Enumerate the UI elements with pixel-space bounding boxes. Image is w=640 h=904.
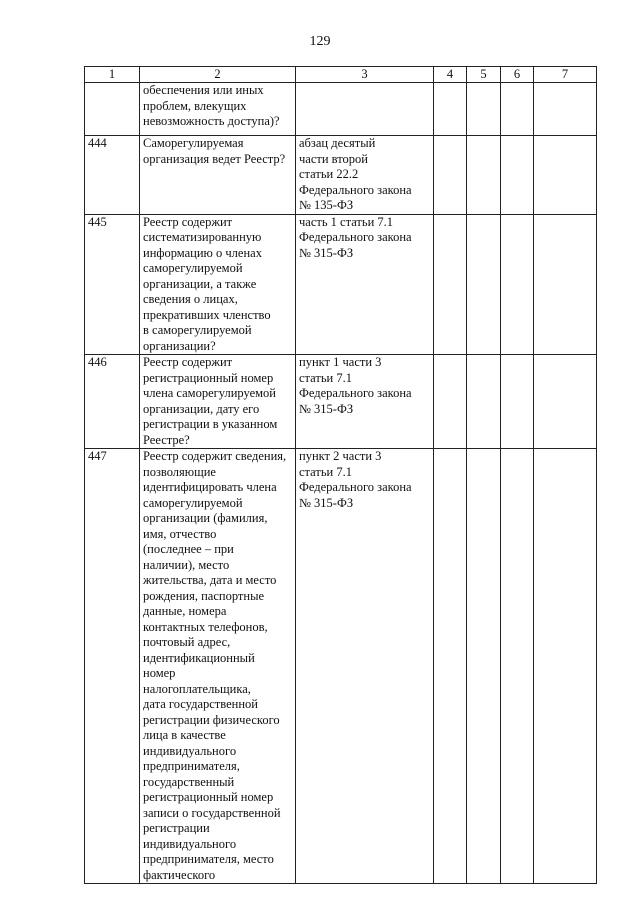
question-cell [140,83,296,136]
page-number: 129 [309,34,331,49]
question-cell [140,355,296,449]
not-applicable-cell [501,136,534,215]
question-line: жительства, дата и место [143,573,277,587]
question-line: регистрации физического [143,712,280,727]
reference-line: абзац десятый [299,136,376,150]
question-line: регистрационный номер [143,370,274,385]
legal-reference-cell [296,214,434,355]
legal-reference-cell [296,83,434,136]
question-line: контактных телефонов, [143,619,268,634]
answer-yes-cell [434,355,467,449]
table-row [85,83,597,136]
reference-line: статьи 7.1 [299,370,352,385]
question-line: Реестр содержит [143,355,233,369]
column-header: 6 [501,67,534,83]
question-line: невозможность доступа)? [143,114,280,128]
question-line: номер [143,666,176,680]
question-line: предпринимателя, место [143,852,274,866]
reference-line: часть 1 статьи 7.1 [299,214,394,229]
column-header: 2 [140,67,296,83]
not-applicable-cell [501,449,534,884]
answer-yes-cell [434,449,467,884]
question-line: (последнее – при [143,542,234,556]
question-line: Реестре? [143,432,190,447]
question-line: фактического [143,867,216,882]
reference-line: Федерального закона [299,386,412,400]
not-applicable-cell [501,214,534,355]
question-line: государственный [143,774,235,789]
question-cell [140,136,296,215]
question-line: почтовый адрес, [143,635,231,649]
not-applicable-cell [501,355,534,449]
reference-line: Федерального закона [299,182,412,197]
answer-yes-cell [434,136,467,215]
column-header: 5 [467,67,501,83]
question-line: Реестр содержит сведения, [143,449,287,463]
note-cell [534,214,597,355]
note-cell [534,449,597,884]
answer-no-cell [467,355,501,449]
legal-reference-cell [296,449,434,884]
answer-yes-cell [434,83,467,136]
question-line: Реестр содержит [143,214,233,229]
question-line: лица в качестве [143,728,226,742]
question-line: позволяющие [143,464,216,479]
reference-line: статьи 7.1 [299,464,352,479]
question-line: обеспечения или иных [143,83,264,97]
reference-line: № 315-ФЗ [299,495,354,510]
note-cell [534,83,597,136]
checklist-table [84,66,597,884]
row-number [85,83,140,136]
column-header: 3 [296,67,434,83]
note-cell [534,136,597,215]
answer-yes-cell [434,214,467,355]
answer-no-cell [467,449,501,884]
reference-line: № 315-ФЗ [299,245,354,260]
row-number: 444 [85,136,140,215]
table-row [85,136,597,215]
column-header: 4 [434,67,467,83]
answer-no-cell [467,214,501,355]
reference-line: Федерального закона [299,230,412,244]
row-number: 447 [85,449,140,884]
legal-reference-cell [296,355,434,449]
table-row [85,449,597,884]
row-number: 446 [85,355,140,449]
column-header: 1 [85,67,140,83]
question-line: индивидуального [143,743,237,758]
column-header: 7 [534,67,597,83]
question-line: члена саморегулируемой [143,386,276,400]
question-line: систематизированную [143,230,262,244]
question-line: наличии), место [143,557,230,572]
question-line: организации? [143,338,216,353]
reference-line: пункт 2 части 3 [299,449,382,463]
question-line: сведения о лицах, [143,292,238,306]
question-line: индивидуального [143,836,237,851]
question-line: налогоплательщика, [143,681,251,696]
reference-line: статьи 22.2 [299,167,359,181]
question-line: идентифицировать члена [143,480,277,494]
answer-no-cell [467,83,501,136]
question-line: Саморегулируемая [143,136,244,150]
reference-line: № 315-ФЗ [299,401,354,416]
question-line: регистрации в указанном [143,417,278,431]
question-line: информацию о членах [143,245,262,260]
question-line: саморегулируемой [143,495,243,510]
table-row [85,214,597,355]
question-line: организации (фамилия, [143,511,268,525]
answer-no-cell [467,136,501,215]
question-line: идентификационный [143,650,255,665]
row-number: 445 [85,214,140,355]
question-line: организация ведет Реестр? [143,151,286,166]
question-cell [140,449,296,884]
question-line: регистрации [143,821,210,835]
reference-line: части второй [299,151,368,166]
question-line: саморегулируемой [143,261,243,275]
question-line: рождения, паспортные [143,588,265,603]
not-applicable-cell [501,83,534,136]
table-body [85,83,597,884]
reference-line: № 135-ФЗ [299,198,354,212]
question-cell [140,214,296,355]
question-line: регистрационный номер [143,790,274,804]
question-line: предпринимателя, [143,759,240,773]
table-row [85,355,597,449]
legal-reference-cell [296,136,434,215]
question-line: проблем, влекущих [143,98,247,113]
question-line: прекративших членство [143,307,271,322]
question-line: записи о государственной [143,805,281,820]
reference-line: пункт 1 части 3 [299,355,382,369]
question-line: в саморегулируемой [143,323,252,337]
table-header-row [85,67,597,83]
reference-line: Федерального закона [299,480,412,494]
question-line: организации, дату его [143,401,260,416]
note-cell [534,355,597,449]
question-line: дата государственной [143,697,258,711]
question-line: имя, отчество [143,526,217,541]
question-line: организации, а также [143,276,257,291]
question-line: данные, номера [143,604,227,618]
